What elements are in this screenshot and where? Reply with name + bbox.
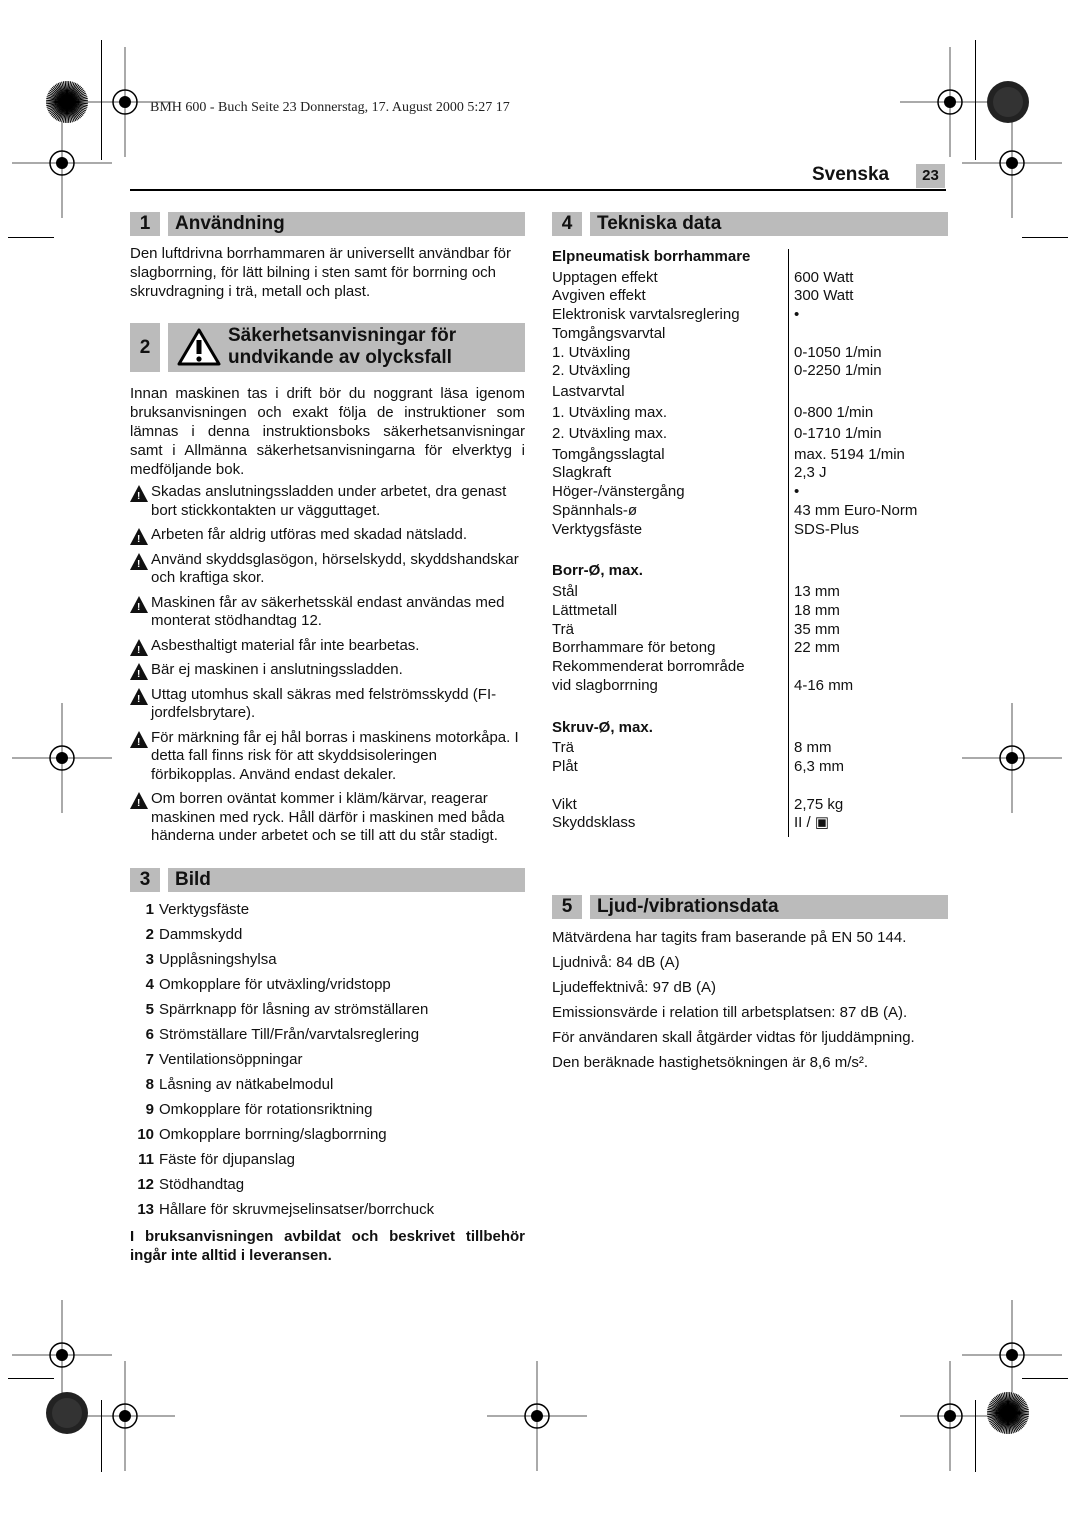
spec-label: Elpneumatisk borrhammare: [552, 248, 751, 265]
warning-bullet: [130, 729, 525, 785]
registration-crosshair-icon: [482, 1361, 592, 1471]
bullet-text: Om borren oväntat kommer i kläm/kärvar, reagerar maskinen med ryck. Håll därför i maskinen med båda händerna under arbetet och se till att du står stadigt.: [151, 790, 505, 844]
left-column: [130, 212, 525, 1265]
spec-value: 0-2250 1/min: [794, 362, 882, 379]
noise-data-line: Den beräknade hastighetsökningen är 8,6 m/s².: [552, 1054, 869, 1071]
bullet-text: Uttag utomhus skall säkras med felströmsskydd (FI- jordfelsbrytare).: [151, 685, 497, 721]
section-3-number: 3: [130, 868, 160, 892]
part-number: 6: [145, 1025, 154, 1043]
spec-label: 1. Utväxling max.: [552, 404, 668, 421]
part-label: Låsning av nätkabelmodul: [159, 1075, 334, 1093]
spec-label: Borrhammare för betong: [552, 639, 716, 656]
noise-data-line: Emissionsvärde i relation till arbetsplatsen: 87 dB (A).: [552, 1004, 908, 1021]
part-number: 5: [145, 1000, 154, 1018]
warning-icon: [130, 639, 148, 656]
spec-label: Skruv-Ø, max.: [552, 719, 653, 736]
section-2-intro: Innan maskinen tas i drift bör du noggrant läsa igenom bruksanvisningen och exakt följa de instruktioner som lämnas i denna instruktionsboks säkerhetsanvisningar samt i Allmänna säkerhetsanvisningarna för elverktyg i medföljande bok.: [130, 385, 525, 478]
spec-value: 8 mm: [794, 739, 832, 756]
part-number: 12: [137, 1175, 154, 1193]
spec-value: 0-800 1/min: [794, 404, 874, 421]
section-2-title: [168, 323, 525, 372]
warning-icon: [130, 485, 148, 502]
warning-bullet: [130, 686, 525, 723]
part-list-item: [130, 975, 525, 1000]
warning-icon: [130, 792, 148, 809]
spec-label: vid slagborrning: [552, 677, 658, 694]
spec-label: Lastvarvtal: [552, 383, 625, 400]
part-list-item: [130, 1175, 525, 1200]
part-list-item: [130, 1100, 525, 1125]
parts-list: [130, 900, 525, 1225]
noise-data-line: Ljudeffektnivå: 97 dB (A): [552, 979, 716, 996]
spec-label: Trä: [552, 739, 574, 756]
section-2-title-line1: Säkerhetsanvisningar för: [228, 325, 457, 346]
part-label: Verktygsfäste: [159, 900, 250, 918]
bullet-text: Arbeten får aldrig utföras med skadad nätsladd.: [151, 526, 468, 543]
crop-line: [1022, 237, 1068, 238]
warning-bullet: [130, 551, 525, 588]
crop-line: [101, 40, 102, 160]
spec-label: Elektronisk varvtalsreglering: [552, 306, 740, 323]
bullet-text: Skadas anslutningssladden under arbetet, dra genast bort stickkontakten ur vägguttaget.: [151, 483, 507, 519]
spec-value: 22 mm: [794, 639, 840, 656]
registration-crosshair-icon: [957, 108, 1067, 218]
spec-value: 300 Watt: [794, 287, 854, 304]
spec-label: 2. Utväxling max.: [552, 425, 668, 442]
noise-data-line: Mätvärdena har tagits fram baserande på EN 50 144.: [552, 929, 907, 946]
page-number: 23: [916, 164, 945, 188]
warning-list: [130, 483, 525, 846]
section-3-title: Bild: [168, 868, 525, 892]
spec-value: 0-1050 1/min: [794, 344, 882, 361]
spec-value: 2,3 J: [794, 464, 827, 481]
section-1-title: Användning: [168, 212, 525, 236]
part-number: 10: [137, 1125, 154, 1143]
crop-line: [1022, 1378, 1068, 1379]
section-2-number: 2: [130, 323, 160, 372]
warning-icon: [130, 663, 148, 680]
spec-value: 0-1710 1/min: [794, 425, 882, 442]
warning-icon: [130, 528, 148, 545]
registration-target-icon: [45, 1391, 89, 1435]
section-2-header: [130, 323, 525, 372]
spec-value: 35 mm: [794, 621, 840, 638]
section-3-header: [130, 868, 525, 892]
warning-bullet: [130, 594, 525, 631]
bullet-text: Bär ej maskinen i anslutningssladden.: [151, 661, 403, 678]
spec-label: Verktygsfäste: [552, 521, 643, 538]
part-list-item: [130, 1050, 525, 1075]
bullet-text: Maskinen får av säkerhetsskäl endast användas med monterat stödhandtag 12.: [151, 593, 505, 629]
spec-value: •: [794, 306, 800, 323]
section-4-title: Tekniska data: [590, 212, 948, 236]
warning-icon: [130, 688, 148, 705]
crop-line: [8, 1378, 54, 1379]
part-number: 8: [145, 1075, 154, 1093]
warning-bullet: [130, 790, 525, 846]
section-1-number: 1: [130, 212, 160, 236]
part-list-item: [130, 1150, 525, 1175]
part-label: Omkopplare för rotationsriktning: [159, 1100, 373, 1118]
part-label: Ventilationsöppningar: [159, 1050, 303, 1068]
crop-line: [975, 1400, 976, 1472]
crop-line: [101, 1400, 102, 1472]
warning-bullet: [130, 483, 525, 520]
part-number: 9: [145, 1100, 154, 1118]
spec-value: 13 mm: [794, 583, 840, 600]
part-list-item: [130, 1000, 525, 1025]
section-5: [552, 895, 948, 1079]
spec-label: Slagkraft: [552, 464, 612, 481]
crop-line: [975, 40, 976, 160]
section-2-title-line2: undvikande av olycksfall: [228, 347, 452, 368]
noise-data: [552, 929, 948, 1072]
accessory-note: I bruksanvisningen avbildat och beskrivet tillbehör ingår inte alltid i leveransen.: [130, 1227, 525, 1264]
part-label: Fäste för djupanslag: [159, 1150, 295, 1168]
section-4-number: 4: [552, 212, 582, 236]
spec-label: Tomgångsvarvtal: [552, 325, 666, 342]
spec-label: Tomgångsslagtal: [552, 446, 665, 463]
registration-crosshair-icon: [957, 703, 1067, 813]
part-list-item: [130, 1125, 525, 1150]
warning-icon: [130, 596, 148, 613]
spec-label: Höger-/vänstergång: [552, 483, 685, 500]
spec-label: Avgiven effekt: [552, 287, 646, 304]
print-slug: BMH 600 - Buch Seite 23 Donnerstag, 17. August 2000 5:27 17: [150, 100, 510, 115]
spec-label: Lättmetall: [552, 602, 618, 619]
part-label: Hållare för skruvmejselinsatser/borrchuck: [159, 1200, 435, 1218]
spec-label: 1. Utväxling: [552, 344, 631, 361]
warning-bullet: [130, 661, 525, 680]
header-rule: [130, 189, 946, 191]
section-1-text: Den luftdrivna borrhammaren är universellt användbar för slagborrning, för lätt bilning i sten samt för borrning och skruvdragning i trä, metall och plast.: [130, 245, 512, 300]
part-number: 11: [138, 1150, 154, 1168]
warning-icon: [176, 327, 222, 367]
registration-target-icon: [986, 80, 1030, 124]
part-number: 13: [137, 1200, 154, 1218]
spec-label: Plåt: [552, 758, 578, 775]
spec-value: 18 mm: [794, 602, 840, 619]
section-5-number: 5: [552, 895, 582, 919]
spec-value: SDS-Plus: [794, 521, 860, 538]
warning-bullet: [130, 526, 525, 545]
spec-value: 4-16 mm: [794, 677, 854, 694]
part-number: 3: [145, 950, 154, 968]
registration-crosshair-icon: [7, 703, 117, 813]
spec-label: Trä: [552, 621, 574, 638]
warning-bullet: [130, 637, 525, 656]
part-number: 1: [145, 900, 154, 918]
spec-label: Spännhals-ø: [552, 502, 638, 519]
part-number: 2: [145, 925, 154, 943]
part-list-item: [130, 1075, 525, 1100]
spec-value: 6,3 mm: [794, 758, 845, 775]
spec-value: 600 Watt: [794, 269, 854, 286]
noise-data-line: Ljudnivå: 84 dB (A): [552, 954, 680, 971]
spec-label: Upptagen effekt: [552, 269, 658, 286]
part-label: Strömställare Till/Från/varvtalsreglering: [159, 1025, 420, 1043]
language-label: Svenska: [812, 164, 890, 185]
warning-icon: [130, 553, 148, 570]
part-number: 7: [145, 1050, 154, 1068]
spec-value: •: [794, 483, 800, 500]
bullet-text: Använd skyddsglasögon, hörselskydd, skyddshandskar och kraftiga skor.: [151, 550, 519, 586]
part-label: Spärrknapp för låsning av strömställaren: [159, 1000, 429, 1018]
part-number: 4: [145, 975, 154, 993]
crop-line: [8, 237, 54, 238]
spec-label: Skyddsklass: [552, 814, 636, 831]
spec-value: II / ▣: [794, 814, 830, 831]
bullet-text: För märkning får ej hål borras i maskinens motorkåpa. I detta fall finns risk för att skyddsisoleringen förbikopplas. Använd endast dekaler.: [151, 728, 519, 783]
section-4-header: [552, 212, 948, 236]
spec-label: 2. Utväxling: [552, 362, 631, 379]
part-list-item: [130, 1200, 525, 1225]
noise-data-line: För användaren skall åtgärder vidtas för ljuddämpning.: [552, 1029, 915, 1046]
part-label: Omkopplare borrning/slagborrning: [159, 1125, 387, 1143]
registration-target-icon: [45, 80, 89, 124]
registration-target-icon: [986, 1391, 1030, 1435]
spec-value: 43 mm Euro-Norm: [794, 502, 918, 519]
part-list-item: [130, 925, 525, 950]
part-label: Dammskydd: [159, 925, 243, 943]
spec-value: 2,75 kg: [794, 796, 844, 813]
part-list-item: [130, 900, 525, 925]
spec-label: Stål: [552, 583, 578, 600]
spec-label: Vikt: [552, 796, 577, 813]
spec-label: Borr-Ø, max.: [552, 562, 643, 579]
part-label: Upplåsningshylsa: [159, 950, 277, 968]
section-5-header: [552, 895, 948, 919]
spec-value: max. 5194 1/min: [794, 446, 905, 463]
table-divider: [788, 249, 789, 837]
part-label: Omkopplare för utväxling/vridstopp: [159, 975, 391, 993]
spec-label: Rekommenderat borrområde: [552, 658, 745, 675]
part-label: Stödhandtag: [159, 1175, 245, 1193]
part-list-item: [130, 950, 525, 975]
section-5-title: Ljud-/vibrationsdata: [590, 895, 948, 919]
section-1-header: [130, 212, 525, 236]
section-4-header-wrap: [552, 212, 948, 236]
bullet-text: Asbesthaltigt material får inte bearbetas.: [151, 636, 420, 654]
warning-icon: [130, 731, 148, 748]
part-list-item: [130, 1025, 525, 1050]
